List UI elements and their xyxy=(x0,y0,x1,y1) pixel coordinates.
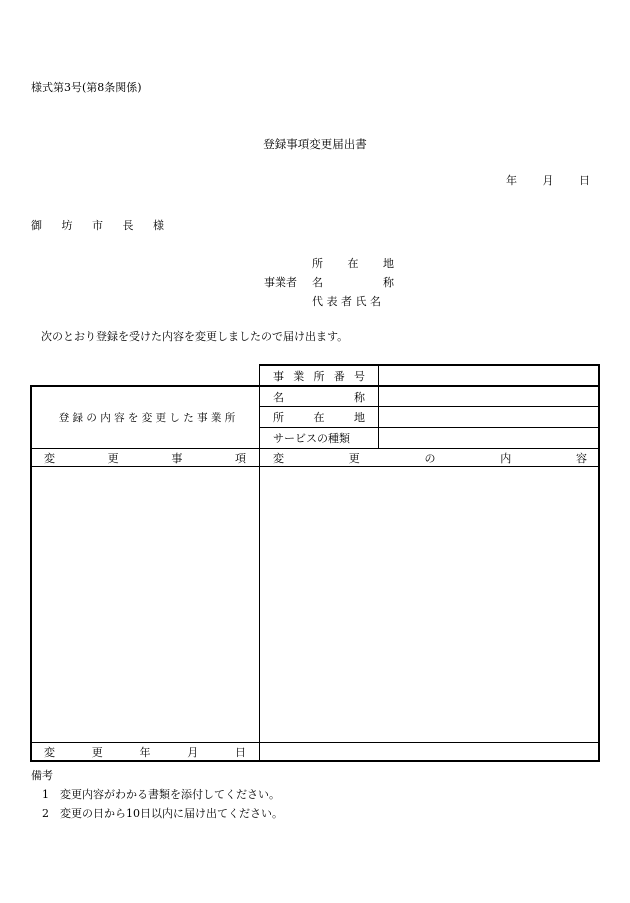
month-label: 月 xyxy=(542,174,554,187)
change-item-header: 変 更 事 項 xyxy=(44,451,246,465)
change-table xyxy=(30,364,600,762)
applicant-name-label: 名 称 xyxy=(312,276,394,289)
service-type-label: サービスの種類 xyxy=(273,432,350,445)
office-address-field[interactable] xyxy=(379,407,598,427)
applicant-block xyxy=(264,254,394,311)
change-date-field[interactable] xyxy=(260,743,598,760)
changed-office-label: 登 録 の 内 容 を 変 更 し た 事 業 所 xyxy=(58,412,236,424)
applicant-group-label: 事業者 xyxy=(264,276,297,289)
note-item: 2 変更の日から10日以内に届け出てください。 xyxy=(42,807,283,820)
office-number-label: 事 業 所 番 号 xyxy=(273,369,365,383)
notes-title: 備考 xyxy=(31,769,53,782)
change-content-field[interactable] xyxy=(260,467,598,742)
service-type-field[interactable] xyxy=(379,428,598,448)
day-label: 日 xyxy=(579,174,590,187)
applicant-representative-label: 代 表 者 氏 名 xyxy=(312,295,381,308)
notes xyxy=(31,766,283,823)
note-item: 1 変更内容がわかる書類を添付してください。 xyxy=(42,788,280,801)
intro-text: 次のとおり登録を受けた内容を変更しましたので届け出ます。 xyxy=(41,330,349,343)
change-item-field[interactable] xyxy=(32,467,259,742)
change-date-label: 変 更 年 月 日 xyxy=(44,745,246,759)
form-number-label: 様式第3号(第8条関係) xyxy=(31,81,142,94)
office-number-field[interactable] xyxy=(379,366,598,385)
date-line xyxy=(484,174,590,188)
document-title: 登録事項変更届出書 xyxy=(263,137,367,151)
office-name-label: 名 称 xyxy=(273,390,365,404)
applicant-address-label: 所 在 地 xyxy=(312,257,394,270)
addressee: 御 坊 市 長 様 xyxy=(31,219,172,232)
change-content-header: 変 更 の 内 容 xyxy=(273,451,587,465)
office-name-field[interactable] xyxy=(379,387,598,406)
office-address-label: 所 在 地 xyxy=(273,411,365,424)
year-label: 年 xyxy=(506,174,517,187)
